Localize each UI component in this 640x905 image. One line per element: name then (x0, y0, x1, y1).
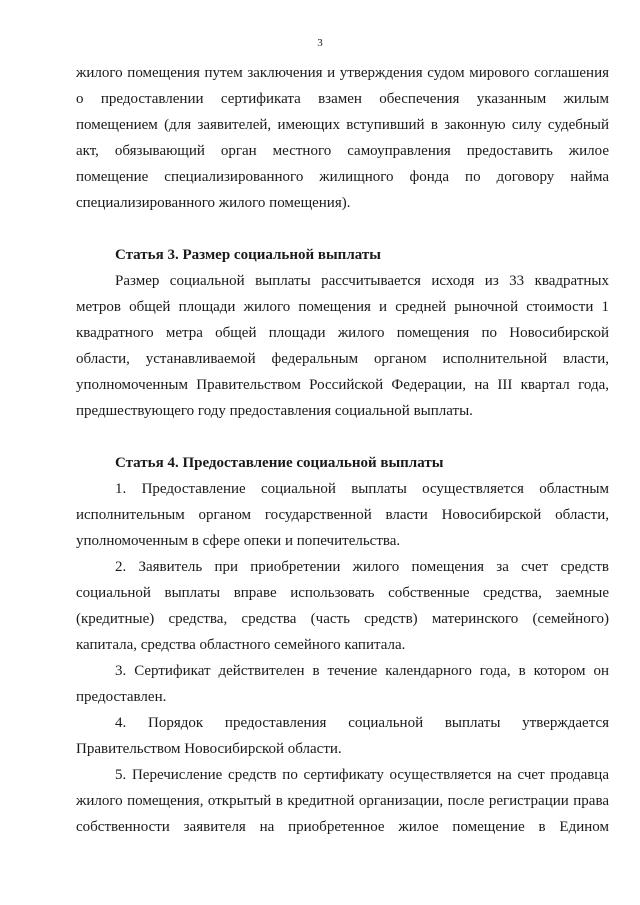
article-4-heading: Статья 4. Предоставление социальной выплаты (115, 455, 444, 471)
text-line: 4. Порядок предоставления социальной выплаты утверждается (115, 715, 609, 731)
text-line: акт, обязывающий орган местного самоуправления предоставить жилое (76, 143, 609, 159)
text-line: жилого помещения, открытый в кредитной организации, после регистрации права (76, 793, 609, 809)
text-line: 5. Перечисление средств по сертификату осуществляется на счет продавца (115, 767, 609, 783)
text-line: социальной выплаты вправе использовать собственные средства, заемные (76, 585, 609, 601)
page-number: 3 (317, 37, 323, 49)
text-line: предшествующего году предоставления социальной выплаты. (76, 403, 473, 419)
spacer (76, 424, 609, 450)
text-line: капитала, средства областного семейного капитала. (76, 637, 406, 653)
text-line: уполномоченным Правительством Российской Федерации, на III квартал года, (76, 377, 609, 393)
text-line: жилого помещения путем заключения и утверждения судом мирового соглашения (76, 65, 609, 81)
spacer (76, 216, 609, 242)
article-4-paragraph-2 (76, 554, 609, 658)
text-line: специализированного жилого помещения). (76, 195, 351, 211)
text-line: о предоставлении сертификата взамен обеспечения указанным жилым (76, 91, 609, 107)
article-4-paragraph-4 (76, 710, 609, 762)
article-4-paragraph-5 (76, 762, 609, 840)
text-line: области, устанавливаемой федеральным органом исполнительной власти, (76, 351, 609, 367)
article-4-paragraph-1 (76, 476, 609, 554)
paragraph-continuation (76, 60, 609, 216)
text-line: квадратного метра общей площади жилого помещения по Новосибирской (76, 325, 609, 341)
text-line: 3. Сертификат действителен в течение календарного года, в котором он (115, 663, 609, 679)
article-3-paragraph (76, 268, 609, 424)
text-line: 2. Заявитель при приобретении жилого помещения за счет средств (115, 559, 609, 575)
article-3-heading: Статья 3. Размер социальной выплаты (115, 247, 381, 263)
text-line: 1. Предоставление социальной выплаты осуществляется областным (115, 481, 609, 497)
text-line: метров общей площади жилого помещения и средней рыночной стоимости 1 (76, 299, 609, 315)
text-line: Правительством Новосибирской области. (76, 741, 342, 757)
text-line: помещением (для заявителей, имеющих вступивший в законную силу судебный (76, 117, 609, 133)
text-line: уполномоченным в сфере опеки и попечительства. (76, 533, 401, 549)
text-line: (кредитные) средства, средства (часть средств) материнского (семейного) (76, 611, 609, 627)
text-line: предоставлен. (76, 689, 167, 705)
text-line: помещение специализированного жилищного фонда по договору найма (76, 169, 609, 185)
text-line: Размер социальной выплаты рассчитывается исходя из 33 квадратных (115, 273, 609, 289)
text-line: исполнительным органом государственной власти Новосибирской области, (76, 507, 609, 523)
article-4-paragraph-3 (76, 658, 609, 710)
text-line: собственности заявителя на приобретенное жилое помещение в Едином (76, 819, 609, 835)
document-body (76, 60, 609, 840)
